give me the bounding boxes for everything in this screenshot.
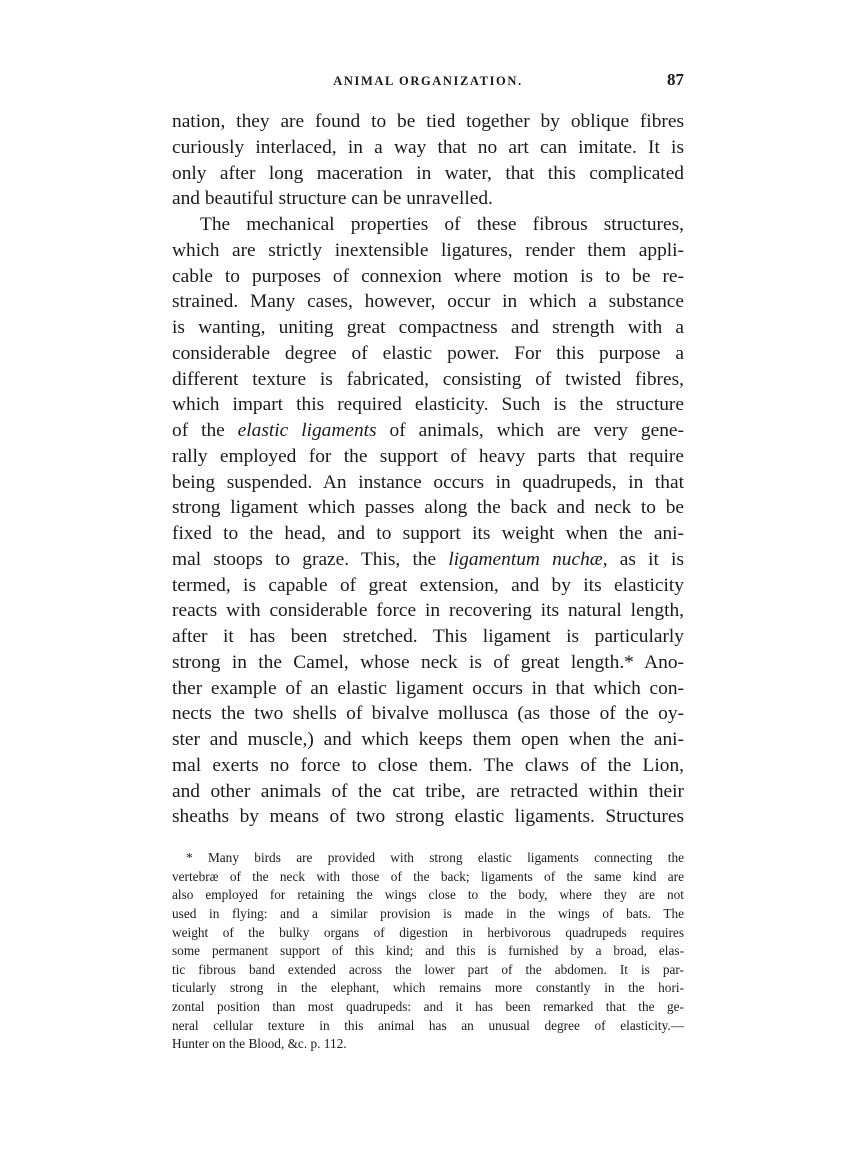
running-head: ANIMAL ORGANIZATION. bbox=[333, 74, 523, 88]
footnote-line: ticularly strong in the elephant, which remains more constantly in the hori- bbox=[172, 980, 684, 996]
body-line: The mechanical properties of these fibrous structures, bbox=[200, 214, 684, 235]
footnote-line: zontal position than most quadrupeds: and it has been remarked that the ge- bbox=[172, 999, 684, 1015]
text-run: of animals, which are very gene- bbox=[376, 420, 684, 441]
body-line: and beautiful structure can be unravelled. bbox=[172, 188, 493, 210]
footnote-line: also employed for retaining the wings close to the body, where they are not bbox=[172, 887, 684, 903]
body-line: ster and muscle,) and which keeps them open when the ani- bbox=[172, 729, 684, 750]
italic-term: elastic ligaments bbox=[237, 420, 377, 441]
body-line: curiously interlaced, in a way that no art can imitate. It is bbox=[172, 136, 684, 158]
body-line: being suspended. An instance occurs in quadrupeds, in that bbox=[172, 471, 684, 493]
footnote-line: weight of the bulky organs of digestion in herbivorous quadrupeds requires bbox=[172, 924, 684, 940]
body-line: and other animals of the cat tribe, are retracted within their bbox=[172, 780, 684, 802]
body-line: only after long maceration in water, that this complicated bbox=[172, 162, 684, 184]
body-line: strained. Many cases, however, occur in which a substance bbox=[172, 291, 684, 313]
body-line: is wanting, uniting great compactness and strength with a bbox=[172, 317, 684, 338]
body-line: mal exerts no force to close them. The claws of the Lion, bbox=[172, 754, 684, 776]
text-run: mal stoops to graze. This, the bbox=[172, 548, 449, 570]
body-line: strong ligament which passes along the back and neck to be bbox=[172, 497, 684, 519]
body-line: nects the two shells of bivalve mollusca (as those of the oy- bbox=[172, 703, 684, 725]
body-line: after it has been stretched. This ligament is particularly bbox=[172, 626, 684, 647]
body-line: which impart this required elasticity. Such is the structure bbox=[172, 394, 684, 416]
body-line: strong in the Camel, whose neck is of great length.* Ano- bbox=[172, 651, 684, 673]
text-run: , as it is bbox=[602, 548, 684, 570]
body-text bbox=[172, 109, 684, 830]
body-line: termed, is capable of great extension, and by its elasticity bbox=[172, 574, 684, 596]
italic-term: ligamentum nuchæ bbox=[448, 548, 603, 570]
body-line: considerable degree of elastic power. For this purpose a bbox=[172, 342, 684, 364]
text-run: of the bbox=[172, 420, 238, 441]
footnote-line: * Many birds are provided with strong elastic ligaments connecting the bbox=[186, 850, 684, 865]
footnote-line: some permanent support of this kind; and this is furnished by a broad, elas- bbox=[172, 943, 684, 959]
body-line: fixed to the head, and to support its weight when the ani- bbox=[172, 523, 684, 544]
body-line: sheaths by means of two strong elastic ligaments. Structures bbox=[172, 806, 684, 828]
footnote-line: Hunter on the Blood, &c. p. 112. bbox=[172, 1036, 347, 1052]
page-number: 87 bbox=[667, 70, 684, 89]
body-line: nation, they are found to be tied together by oblique fibres bbox=[172, 111, 684, 132]
footnote-line: neral cellular texture in this animal has an unusual degree of elasticity.— bbox=[172, 1017, 684, 1033]
body-line: different texture is fabricated, consisting of twisted fibres, bbox=[172, 368, 684, 390]
body-line: cable to purposes of connexion where motion is to be re- bbox=[172, 265, 684, 287]
footnote-line: vertebræ of the neck with those of the back; ligaments of the same kind are bbox=[172, 868, 684, 884]
footnote-line: tic fibrous band extended across the lower part of the abdomen. It is par- bbox=[172, 961, 684, 977]
body-line: reacts with considerable force in recovering its natural length, bbox=[172, 600, 684, 622]
body-line: rally employed for the support of heavy parts that require bbox=[172, 445, 684, 467]
body-line bbox=[172, 418, 684, 444]
body-line: ther example of an elastic ligament occurs in that which con- bbox=[172, 677, 684, 699]
footnote-line: used in flying: and a similar provision is made in the wings of bats. The bbox=[172, 905, 684, 921]
footnote bbox=[172, 849, 684, 1054]
page-header bbox=[172, 70, 684, 94]
body-line: which are strictly inextensible ligatures, render them appli- bbox=[172, 239, 684, 261]
body-line bbox=[172, 547, 684, 573]
